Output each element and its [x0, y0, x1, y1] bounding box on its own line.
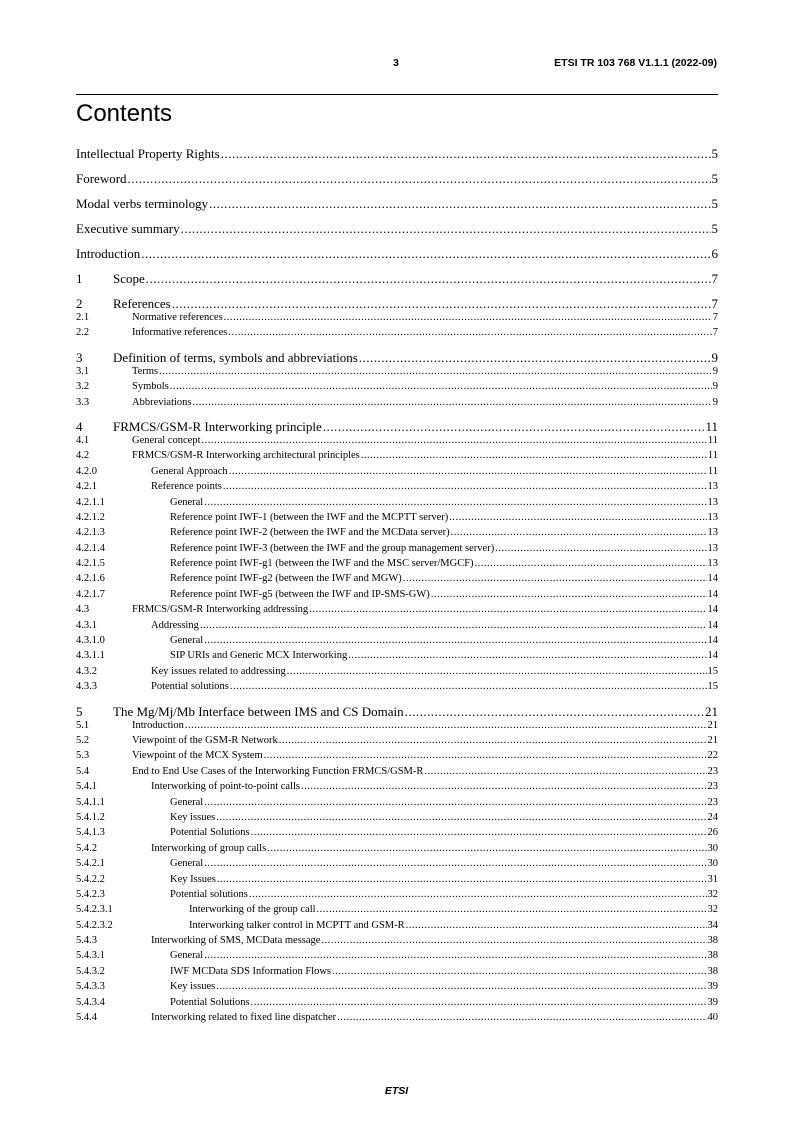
toc-entry-number: 5.3	[76, 750, 90, 762]
dot-leader	[146, 271, 711, 287]
toc-entry-number: 4.3.1.1	[76, 650, 105, 662]
toc-entry-number: 5.2	[76, 734, 90, 746]
toc-entry-title[interactable]: General	[170, 496, 204, 508]
page-title: Contents	[76, 100, 173, 127]
toc-entry-number: 5.4.3	[76, 935, 97, 947]
dot-leader	[217, 874, 707, 885]
toc-entry[interactable]	[76, 527, 718, 542]
toc-entry-title[interactable]: FRMCS/GSM-R Interworking addressing	[132, 604, 309, 616]
toc-entry-number: 5.4.1.2	[76, 811, 105, 823]
toc-entry-page[interactable]: 23	[707, 781, 718, 793]
toc-entry-number: 4.2.1.5	[76, 558, 105, 570]
toc-entry-title[interactable]: Key issues	[170, 981, 216, 993]
toc-entry[interactable]	[76, 196, 718, 212]
toc-entry-page[interactable]: 14	[707, 650, 718, 662]
toc-entry-title[interactable]: Definition of terms, symbols and abbreviations	[113, 349, 358, 365]
toc-entry-page[interactable]: 31	[707, 873, 718, 885]
dot-leader	[216, 981, 706, 992]
toc-entry-page[interactable]: 13	[707, 496, 718, 508]
toc-entry[interactable]	[76, 750, 718, 765]
toc-entry-page[interactable]: 38	[707, 935, 718, 947]
toc-entry[interactable]	[76, 950, 718, 965]
dot-leader	[204, 950, 706, 961]
toc-entry[interactable]	[76, 296, 718, 312]
toc-entry-page[interactable]: 5	[711, 171, 718, 186]
dot-leader	[228, 327, 711, 338]
toc-entry-title[interactable]: References	[113, 296, 171, 311]
toc-entry-title[interactable]: Reference points	[151, 481, 222, 493]
toc-entry[interactable]	[76, 681, 718, 696]
dot-leader	[223, 481, 707, 492]
toc-entry[interactable]	[76, 735, 718, 750]
toc-entry-page[interactable]: 5	[711, 196, 718, 211]
toc-entry-page[interactable]: 26	[707, 827, 718, 839]
toc-entry[interactable]	[76, 573, 718, 588]
toc-entry[interactable]	[76, 766, 718, 781]
toc-entry-page[interactable]: 38	[707, 965, 718, 977]
toc-entry-title[interactable]: General	[170, 635, 204, 647]
toc-entry[interactable]	[76, 920, 718, 935]
dot-leader	[267, 843, 706, 854]
dot-leader	[249, 889, 707, 900]
toc-entry[interactable]	[76, 350, 718, 366]
toc-entry-number: 4.3.1.0	[76, 635, 105, 647]
toc-entry-number: 5.4.2.2	[76, 873, 105, 885]
toc-entry-page[interactable]: 24	[707, 811, 718, 823]
toc-entry[interactable]	[76, 620, 718, 635]
document-id: ETSI TR 103 768 V1.1.1 (2022-09)	[554, 57, 717, 69]
dot-leader	[141, 246, 710, 262]
toc-entry-page[interactable]: 7	[711, 271, 718, 286]
toc-entry-page[interactable]: 30	[707, 858, 718, 870]
dot-leader	[361, 450, 707, 461]
toc-entry-title[interactable]: General	[170, 858, 204, 870]
dot-leader	[229, 466, 707, 477]
toc-entry-page[interactable]: 9	[711, 349, 718, 365]
toc-entry-number: 4.2.1.2	[76, 511, 105, 523]
toc-entry-number: 4.2.1.7	[76, 588, 105, 600]
toc-entry-page[interactable]: 38	[707, 950, 718, 962]
toc-entry-number: 3.1	[76, 365, 90, 377]
toc-entry-page[interactable]: 14	[707, 604, 718, 616]
toc-entry-title[interactable]: Reference point IWF-2 (between the IWF and the MCData server)	[170, 527, 450, 539]
toc-entry-page[interactable]: 39	[707, 981, 718, 993]
toc-entry-number: 5.4.2.3.2	[76, 919, 113, 931]
toc-entry-number: 5.4.3.1	[76, 950, 105, 962]
toc-entry-page[interactable]: 21	[707, 734, 718, 746]
page-number: 3	[393, 57, 399, 69]
dot-leader	[204, 797, 706, 808]
toc-entry-title[interactable]: Addressing	[151, 619, 199, 631]
dot-leader	[216, 812, 706, 823]
toc-entry-number: 5.4	[76, 765, 90, 777]
toc-entry-title[interactable]: Abbreviations	[132, 396, 192, 408]
toc-entry[interactable]	[76, 497, 718, 512]
footer-etsi: ETSI	[384, 1085, 409, 1097]
toc-entry[interactable]	[76, 381, 718, 396]
toc-entry-number: 5.4.3.2	[76, 965, 105, 977]
toc-entry[interactable]	[76, 512, 718, 527]
toc-entry[interactable]	[76, 146, 718, 162]
dot-leader	[251, 997, 707, 1008]
dot-leader	[204, 497, 706, 508]
toc-entry[interactable]	[76, 889, 718, 904]
toc-entry-number: 5.4.2.1	[76, 858, 105, 870]
toc-entry-title[interactable]: Key issues	[170, 811, 216, 823]
toc-entry-number: 5.1	[76, 719, 90, 731]
toc-entry-title[interactable]: Normative references	[132, 312, 223, 323]
toc-entry-page[interactable]: 30	[707, 842, 718, 854]
toc-entry-page[interactable]: 7	[712, 312, 718, 323]
toc-entry-title[interactable]: Key issues related to addressing	[151, 665, 286, 677]
toc-entry-page[interactable]: 9	[712, 365, 718, 377]
dot-leader	[495, 543, 706, 554]
toc-entry-page[interactable]: 34	[707, 919, 718, 931]
dot-leader	[230, 681, 707, 692]
toc-entry-title[interactable]: Reference point IWF-g2 (between the IWF and MGW)	[170, 573, 402, 585]
dot-leader	[431, 589, 707, 600]
dot-leader	[172, 296, 711, 312]
toc-entry-number: 3.2	[76, 381, 90, 393]
toc-entry-number: 4.2.1.4	[76, 542, 105, 554]
toc-entry-number: 3	[76, 349, 83, 365]
dot-leader	[403, 573, 707, 584]
toc-entry-number: 4.1	[76, 434, 90, 446]
toc-entry-title[interactable]: Reference point IWF-1 (between the IWF and the MCPTT server)	[170, 511, 449, 523]
dot-leader	[424, 766, 706, 777]
toc-entry-page[interactable]: 23	[707, 796, 718, 808]
toc-entry-number: 4.2.0	[76, 465, 97, 477]
toc-entry[interactable]	[76, 981, 718, 996]
toc-entry-number: 4.2.1.1	[76, 496, 105, 508]
toc-entry-number: 4.3.2	[76, 665, 97, 677]
toc-entry-title[interactable]: Interworking of the group call	[189, 904, 316, 916]
dot-leader	[317, 904, 707, 915]
dot-leader	[406, 920, 707, 931]
toc-entry-number: 5.4.3.4	[76, 996, 105, 1008]
toc-entry-page[interactable]: 11	[707, 434, 718, 446]
toc-entry-page[interactable]: 11	[705, 418, 718, 434]
toc-entry-page[interactable]: 21	[705, 703, 718, 719]
toc-entry-title[interactable]: FRMCS/GSM-R Interworking architectural principles	[132, 450, 360, 462]
toc-entry-number: 5.4.3.3	[76, 981, 105, 993]
dot-leader	[475, 558, 707, 569]
toc-entry-page[interactable]: 5	[711, 221, 718, 236]
toc-entry-title[interactable]: FRMCS/GSM-R Interworking principle	[113, 418, 322, 434]
toc-entry-number: 2.1	[76, 312, 90, 323]
toc-entry-page[interactable]: 21	[707, 719, 718, 731]
dot-leader	[332, 966, 707, 977]
toc-entry[interactable]	[76, 858, 718, 873]
toc-entry[interactable]	[76, 589, 718, 604]
toc-entry-title[interactable]: General concept	[132, 434, 201, 446]
toc-entry-title[interactable]: Interworking of group calls	[151, 842, 267, 854]
toc-entry[interactable]	[76, 327, 718, 342]
toc-entry[interactable]	[76, 312, 718, 327]
toc-entry-page[interactable]: 13	[707, 542, 718, 554]
toc-entry-title[interactable]: Interworking of point-to-point calls	[151, 781, 301, 793]
toc-entry-page[interactable]: 11	[707, 465, 718, 477]
toc-entry-number: 2.2	[76, 327, 90, 339]
toc-entry-page[interactable]: 14	[707, 619, 718, 631]
toc-entry-title[interactable]: Intellectual Property Rights	[76, 146, 220, 161]
toc-entry-title[interactable]: Executive summary	[76, 221, 180, 236]
dot-leader	[279, 735, 707, 746]
toc-entry-title[interactable]: End to End Use Cases of the Interworking Function FRMCS/GSM-R	[132, 765, 424, 777]
toc-entry[interactable]	[76, 435, 718, 450]
toc-entry-page[interactable]: 13	[707, 558, 718, 570]
dot-leader	[264, 750, 707, 761]
dot-leader	[193, 397, 712, 408]
toc-entry[interactable]	[76, 827, 718, 842]
toc-entry-page[interactable]: 7	[712, 327, 718, 339]
toc-entry-page[interactable]: 32	[707, 904, 718, 916]
toc-entry-page[interactable]: 14	[707, 573, 718, 585]
toc-entry-title[interactable]: Interworking related to fixed line dispatcher	[151, 1012, 337, 1024]
dot-leader	[348, 650, 706, 661]
toc-entry-page[interactable]: 15	[707, 681, 718, 693]
toc-entry-number: 5.4.2.3	[76, 888, 105, 900]
toc-entry-number: 1	[76, 271, 83, 286]
toc-entry-title[interactable]: General	[170, 950, 204, 962]
toc-entry-number: 2	[76, 296, 83, 311]
toc-entry-page[interactable]: 15	[707, 665, 718, 677]
dot-leader	[209, 196, 710, 212]
dot-leader	[204, 635, 706, 646]
toc-entry-page[interactable]: 9	[712, 381, 718, 393]
dot-leader	[301, 781, 706, 792]
dot-leader	[405, 704, 704, 720]
toc-entry-number: 5.4.1	[76, 781, 97, 793]
toc-entry[interactable]	[76, 397, 718, 412]
toc-entry-number: 4.2.1.6	[76, 573, 105, 585]
toc-entry-title[interactable]: Reference point IWF-3 (between the IWF and the group management server)	[170, 542, 495, 554]
toc-entry-number: 4.3.1	[76, 619, 97, 631]
toc-entry[interactable]	[76, 604, 718, 619]
toc-entry-title[interactable]: Potential solutions	[151, 681, 229, 693]
toc-entry[interactable]	[76, 797, 718, 812]
dot-leader	[128, 171, 711, 187]
toc-entry[interactable]	[76, 558, 718, 573]
toc-entry[interactable]	[76, 481, 718, 496]
toc-entry-number: 3.3	[76, 396, 90, 408]
dot-leader	[224, 312, 712, 323]
toc-entry-number: 4.2.1	[76, 481, 97, 493]
toc-entry[interactable]	[76, 843, 718, 858]
toc-entry-page[interactable]: 13	[707, 481, 718, 493]
dot-leader	[451, 527, 707, 538]
toc-entry-number: 4	[76, 418, 83, 434]
dot-leader	[204, 858, 706, 869]
toc-entry-title[interactable]: Reference point IWF-g1 (between the IWF and the MSC server/MGCF)	[170, 558, 474, 570]
toc-entry[interactable]	[76, 781, 718, 796]
toc-entry[interactable]	[76, 450, 718, 465]
dot-leader	[181, 221, 711, 237]
toc-entry-title[interactable]: The Mg/Mj/Mb Interface between IMS and CS Domain	[113, 703, 404, 719]
toc-entry-title[interactable]: Informative references	[132, 327, 228, 339]
toc-entry-number: 5.4.1.3	[76, 827, 105, 839]
toc-entry-page[interactable]: 32	[707, 888, 718, 900]
toc-entry-number: 4.2.1.3	[76, 527, 105, 539]
dot-leader	[337, 1012, 706, 1023]
dot-leader	[309, 604, 706, 615]
toc-entry-title[interactable]: Reference point IWF-g5 (between the IWF and IP-SMS-GW)	[170, 588, 430, 600]
toc-entry-number: 4.2	[76, 450, 90, 462]
toc-entry[interactable]	[76, 720, 718, 735]
toc-entry-number: 5.4.1.1	[76, 796, 105, 808]
toc-entry-title[interactable]: Interworking of SMS, MCData message	[151, 935, 321, 947]
toc-entry[interactable]	[76, 271, 718, 287]
toc-entry[interactable]	[76, 221, 718, 237]
toc-entry-title[interactable]: Viewpoint of the MCX System	[132, 750, 263, 762]
toc-entry-title[interactable]: SIP URIs and Generic MCX Interworking	[170, 650, 348, 662]
toc-entry-page[interactable]: 11	[707, 450, 718, 462]
dot-leader	[321, 935, 706, 946]
toc-entry-page[interactable]: 14	[707, 588, 718, 600]
toc-entry-page[interactable]: 39	[707, 996, 718, 1008]
toc-entry-page[interactable]: 7	[711, 296, 718, 311]
toc-entry-number: 4.3	[76, 604, 90, 616]
toc-entry[interactable]	[76, 874, 718, 889]
header-rule	[76, 94, 718, 95]
toc-entry-title[interactable]: General Approach	[151, 465, 228, 477]
toc-entry-page[interactable]: 9	[712, 396, 718, 408]
toc-entry-number: 5.4.2	[76, 842, 97, 854]
toc-entry[interactable]	[76, 466, 718, 481]
dot-leader	[323, 419, 705, 435]
toc-entry[interactable]	[76, 704, 718, 720]
toc-entry[interactable]	[76, 366, 718, 381]
toc-entry-page[interactable]: 13	[707, 511, 718, 523]
toc-entry-number: 5	[76, 703, 83, 719]
dot-leader	[359, 350, 711, 366]
toc-entry[interactable]	[76, 666, 718, 681]
toc-entry[interactable]	[76, 419, 718, 435]
toc-entry-page[interactable]: 6	[711, 246, 718, 261]
toc-entry-page[interactable]: 23	[707, 765, 718, 777]
dot-leader	[221, 146, 711, 162]
toc-entry-title[interactable]: Scope	[113, 271, 145, 286]
toc-entry[interactable]	[76, 935, 718, 950]
toc-entry-title[interactable]: Modal verbs terminology	[76, 196, 209, 211]
toc-entry-title[interactable]: Key Issues	[170, 873, 216, 885]
toc-entry-title[interactable]: Terms	[132, 365, 159, 377]
toc-entry[interactable]	[76, 543, 718, 558]
toc-entry-page[interactable]: 13	[707, 527, 718, 539]
toc-entry[interactable]	[76, 650, 718, 665]
toc-entry[interactable]	[76, 812, 718, 827]
dot-leader	[170, 381, 712, 392]
toc-entry-page[interactable]: 14	[707, 635, 718, 647]
toc-entry-title[interactable]: Foreword	[76, 171, 127, 186]
toc-entry[interactable]	[76, 246, 718, 262]
table-of-contents	[76, 146, 718, 1027]
toc-entry[interactable]	[76, 966, 718, 981]
toc-entry-title[interactable]: Potential Solutions	[170, 996, 250, 1008]
toc-entry[interactable]	[76, 1012, 718, 1027]
toc-entry-page[interactable]: 40	[707, 1012, 718, 1024]
toc-entry-title[interactable]: IWF MCData SDS Information Flows	[170, 965, 331, 977]
dot-leader	[287, 666, 707, 677]
toc-entry-title[interactable]: Introduction	[132, 719, 184, 731]
dot-leader	[200, 620, 707, 631]
dot-leader	[251, 827, 707, 838]
toc-entry[interactable]	[76, 997, 718, 1012]
toc-entry-title[interactable]: Potential Solutions	[170, 827, 250, 839]
toc-entry-number: 5.4.2.3.1	[76, 904, 113, 916]
toc-entry-title[interactable]: Viewpoint of the GSM-R Network	[132, 734, 278, 746]
toc-entry-page[interactable]: 22	[707, 750, 718, 762]
toc-entry-number: 5.4.4	[76, 1012, 97, 1024]
dot-leader	[202, 435, 707, 446]
toc-entry[interactable]	[76, 904, 718, 919]
toc-entry-title[interactable]: Symbols	[132, 381, 169, 393]
dot-leader	[159, 366, 712, 377]
toc-entry-title[interactable]: Potential solutions	[170, 888, 248, 900]
toc-entry-title[interactable]: General	[170, 796, 204, 808]
toc-entry-number: 4.3.3	[76, 681, 97, 693]
dot-leader	[449, 512, 706, 523]
dot-leader	[185, 720, 707, 731]
toc-entry-title[interactable]: Interworking talker control in MCPTT and GSM-R	[189, 919, 405, 931]
toc-entry[interactable]	[76, 635, 718, 650]
toc-entry[interactable]	[76, 171, 718, 187]
toc-entry-title[interactable]: Introduction	[76, 246, 141, 261]
toc-entry-page[interactable]: 5	[711, 146, 718, 161]
